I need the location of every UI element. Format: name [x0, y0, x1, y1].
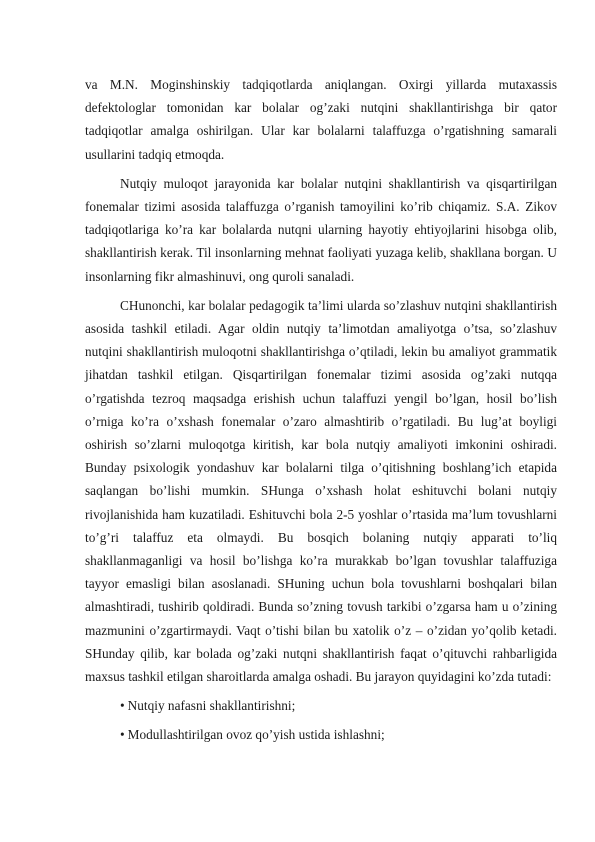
- document-body: [85, 73, 557, 753]
- bullet-text: Modullashtirilgan ovoz qo’yish ustida ishlashni;: [127, 727, 385, 743]
- bullet-item-1: [85, 694, 557, 717]
- bullet-symbol: •: [120, 727, 125, 743]
- paragraph-2: Nutqiy muloqot jarayonida kar bolalar nutqini shakllantirish va qisqartirilgan fonemalar tizimi asosida talaffuzga o’rganish tamoyilini ko’rib chiqamiz. S.A. Zikov tadqiqotlariga ko’ra kar bolalarda nutqni ularning hayotiy ehtiyojlarini hisobga olib, shakllantirish kerak. Til insonlarning mehnat faoliyati yuzaga kelib, shakllana borgan. U insonlarning fikr almashinuvi, ong quroli sanaladi.: [85, 175, 557, 284]
- paragraph-3: CHunonchi, kar bolalar pedagogik ta’limi ularda so’zlashuv nutqini shakllantirish asosida tashkil etiladi. Agar oldin nutqiy ta’limotdan amaliyotga o’tsa, so’zlashuv nutqini shakllantirish muloqotni shakllantirishga o’qtiladi, lekin bu amaliyot grammatik jihatdan tashkil etilgan. Qisqartirilgan fonemalar tizimi asosida og’zaki nutqqa o’rgatishda tezroq maqsadga erishish uchun talaffuzi yengil bo’lgan, hosil bo’lish o’rniga ko’ra o’xshash fonemalar o’zaro almashtirib o’rgatiladi. Bu lug’at boyligi oshirish so’zlarni muloqotga kiritish, kar bola nutqiy amaliyoti imkonini oshiradi. Bunday psixologik yondashuv kar bolalarni tilga o’qitishning boshlang’ich etapida saqlangan bo’lishi mumkin. SHunga o’xshash holat eshituvchi bolani nutqiy rivojlanishida ham kuzatiladi. Eshituvchi bola 2-5 yoshlar o’rtasida ma’lum tovushlarni to’g’ri talaffuz eta olmaydi. Bu bosqich bolaning nutqiy apparati to’liq shakllanmaganligi va hosil bo’lishga ko’ra murakkab bo’lgan tovushlar talaffuziga tayyor emasligi bilan asoslanadi. SHuning uchun bola tovushlarni boshqalari bilan almashtiradi, tushirib qoldiradi. Bunda so’zning tovush tarkibi o’zgarsa ham u o’zining mazmunini o’zgartirmaydi. Vaqt o’tishi bilan bu xatolik o’z – o’zidan yo’qolib ketadi. SHunday qilib, kar bolada og’zaki nutqni shakllantirish faqat o’qituvchi rahbarligida maxsus tashkil etilgan sharoitlarda amalga oshadi. Bu jarayon quyidagini ko’zda tutadi:: [85, 297, 557, 685]
- bullet-text: Nutqiy nafasni shakllantirishni;: [127, 698, 296, 714]
- bullet-symbol: •: [120, 698, 125, 714]
- paragraph-1: va M.N. Moginshinskiy tadqiqotlarda aniqlangan. Oxirgi yillarda mutaxassis defektologlar tomonidan kar bolalar og’zaki nutqini shakllantirishga bir qator tadqiqotlar amalga oshirilgan. Ular kar bolalarni talaffuzga o’rgatishning samarali usullarini tadqiq etmoqda.: [85, 77, 557, 162]
- bullet-item-2: [85, 723, 557, 746]
